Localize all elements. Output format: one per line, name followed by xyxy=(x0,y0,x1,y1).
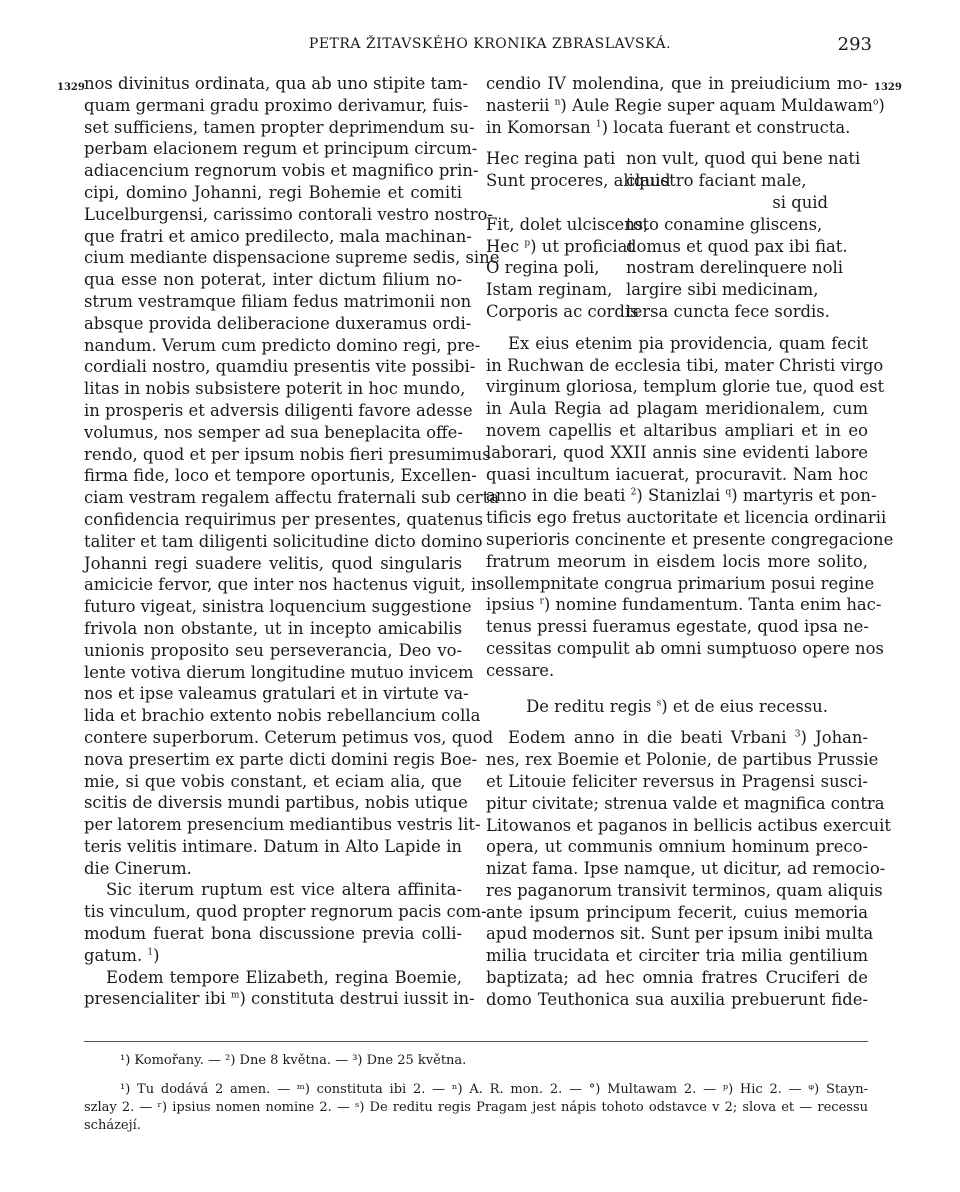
text-fragment: De reditu regis xyxy=(526,696,652,716)
footnote-mark: r xyxy=(539,596,544,607)
footnote-mark: p xyxy=(524,238,531,249)
text-line: in Ruchwan de ecclesia tibi, mater Christi virgo xyxy=(486,355,884,375)
heading-line xyxy=(486,696,868,718)
text-fragment: ) Aule Regie super aquam Muldawam xyxy=(560,95,873,115)
left-paragraph-1 xyxy=(84,73,500,879)
text-fragment: ) martyris et pon- xyxy=(731,486,877,506)
verse-half: largire sibi medicinam, xyxy=(626,280,819,300)
verse-line xyxy=(486,236,868,258)
text-line: cordiali nostro, quamdiu presentis vite possibi- xyxy=(84,357,476,377)
text-fragment: cendio IV molendina, que in preiudicium mo- xyxy=(486,74,868,93)
text-line: Sic iterum ruptum est vice altera affinita- xyxy=(106,880,462,900)
footnote-mark: o xyxy=(872,97,879,108)
text-line: rendo, quod et per ipsum nobis fieri presumimus xyxy=(84,444,491,464)
text-line: et Litouie feliciter reversus in Pragensi susci- xyxy=(486,771,868,791)
text-line: Ex eius etenim pia providencia, quam fecit xyxy=(508,333,868,353)
section-heading xyxy=(486,696,868,718)
text-fragment: ) constituta destrui iussit in- xyxy=(239,989,475,1009)
verse-half: toto conamine gliscens, xyxy=(626,214,823,234)
right-paragraph-church xyxy=(486,333,894,682)
verse-half: domus et quod pax ibi fiat. xyxy=(626,236,848,256)
text-fragment: ) Stanizlai xyxy=(636,486,721,506)
text-line: nova presertim ex parte dicti domini regis Boe- xyxy=(84,749,478,769)
text-line: cium mediante dispensacione supreme sedis, sine xyxy=(84,248,500,268)
text-line xyxy=(486,727,868,749)
text-line: confidencia requirimus per presentes, quatenus xyxy=(84,509,483,529)
text-line: Litowanos et paganos in bellicis actibus exercuit xyxy=(486,815,891,835)
verse-line: si quid xyxy=(772,192,828,212)
text-line: nandum. Verum cum predicto domino regi, pre- xyxy=(84,335,481,355)
verse-half: Hec $^p$) ut proficiat xyxy=(486,236,635,256)
verse-half: claustro faciant male, xyxy=(626,171,807,191)
text-line: perbam elacionem regum et principum circum- xyxy=(84,139,478,159)
text-line: mie, si que vobis constant, et eciam alia, que xyxy=(84,771,462,791)
text-line: tenus pressi fueramus egestate, quod ipsa ne- xyxy=(486,617,869,637)
text-line: superioris concinente et presente congregacione xyxy=(486,529,894,549)
text-line: qua esse non poterat, inter dictum filium no- xyxy=(84,270,462,290)
footnote-mark: 1 xyxy=(147,947,154,958)
text-line: Lucelburgensi, carissimo contorali vestro nostro- xyxy=(84,204,493,224)
text-fragment: ) Johan- xyxy=(800,728,868,748)
text-line xyxy=(84,988,475,1010)
text-line: firma fide, loco et tempore oportunis, Excellen- xyxy=(84,466,477,486)
verse-line xyxy=(486,279,868,301)
verse-line xyxy=(486,148,868,170)
text-line: ciam vestram regalem affectu fraternali sub certa xyxy=(84,488,499,508)
text-line xyxy=(486,594,882,616)
text-fragment: Eodem anno in die beati Vrbani xyxy=(508,728,787,748)
text-line: nes, rex Boemie et Polonie, de partibus Prussie xyxy=(486,750,879,770)
text-fragment: ipsius xyxy=(486,595,535,615)
text-line: opera, ut communis omnium hominum preco- xyxy=(486,837,868,857)
text-fragment: ) et de eius recessu. xyxy=(661,696,828,716)
text-line: domo Teuthonica sua auxilia prebuerunt fide- xyxy=(486,989,868,1009)
verse-half: non vult, quod qui bene nati xyxy=(626,149,861,169)
text-line: tificis ego fretus auctoritate et licencia ordinarii xyxy=(486,508,887,528)
text-line: nos et ipse valeamus gratulari et in virtute va- xyxy=(84,684,469,704)
verse-half: O regina poli, xyxy=(486,258,600,278)
page-header xyxy=(0,36,960,60)
margin-year-left: 1329 xyxy=(57,82,85,93)
text-line: pitur civitate; strenua valde et magnifica contra xyxy=(486,793,885,813)
text-line: amicicie fervor, que inter nos hactenus viguit, in xyxy=(84,575,487,595)
text-line: unionis proposito seu perseverancia, Deo vo- xyxy=(84,640,462,660)
text-line: lente votiva dierum longitudine mutuo invicem xyxy=(84,662,474,682)
text-line xyxy=(486,95,885,117)
footnotes-dates xyxy=(120,1052,904,1070)
text-line: gatum. $^1$) xyxy=(84,945,160,965)
text-fragment: in Komorsan xyxy=(486,117,591,137)
footnote-mark: m xyxy=(230,991,240,1001)
verse-half: Fit, dolet ulciscens, xyxy=(486,214,649,234)
text-line: fratrum meorum in eisdem locis more solito, xyxy=(486,551,868,571)
text-line: sollempnitate congrua primarium posui regine xyxy=(486,573,875,593)
text-line: laborari, quod XXII annis sine evidenti labore xyxy=(486,442,868,462)
text-line: quam germani gradu proximo derivamur, fuis- xyxy=(84,95,469,115)
text-line xyxy=(486,117,868,139)
text-line: futuro vigeat, sinistra loquencium suggestione xyxy=(84,597,472,617)
footnote-mark: 1 xyxy=(595,119,602,130)
right-paragraph-return xyxy=(486,727,891,1010)
right-intro-paragraph xyxy=(486,73,885,138)
verse-half: Sunt proceres, aliquid xyxy=(486,171,671,191)
footnote-mark: s xyxy=(656,698,662,709)
text-line: absque provida deliberacione duxeramus ordi- xyxy=(84,313,472,333)
text-line: cessare. xyxy=(486,660,555,680)
footnote-line: szlay 2. — ʳ) ipsius nomen nomine 2. — ˢ) De reditu regis Pragam jest nápis tohoto odstavce v 2; slova et — recessu xyxy=(84,1100,868,1115)
text-line: scitis de diversis mundi partibus, nobis utique xyxy=(84,793,468,813)
verse-half: tersa cuncta fece sordis. xyxy=(626,301,830,321)
footnote-mark: q xyxy=(725,487,732,498)
verse-line xyxy=(486,214,868,236)
footnote-mark: 2 xyxy=(630,487,637,498)
text-line: modum fuerat bona discussione previa colli- xyxy=(84,924,462,944)
margin-year-right: 1329 xyxy=(874,82,902,93)
text-fragment: nasterii xyxy=(486,95,550,115)
footnote-line: scházejí. xyxy=(84,1118,141,1133)
text-line: que fratri et amico predilecto, mala machinan- xyxy=(84,226,472,246)
text-line: lida et brachio extento nobis rebellancium colla xyxy=(84,706,481,726)
text-fragment: ) nomine fundamentum. Tanta enim hac- xyxy=(543,595,882,615)
text-line: milia trucidata et circiter tria milia gentilium xyxy=(486,946,868,966)
page-number: 293 xyxy=(837,34,872,55)
text-fragment: ) ut proficiat xyxy=(530,236,635,256)
text-line xyxy=(486,485,877,507)
text-line: contere superborum. Ceterum petimus vos, quod xyxy=(84,727,494,747)
text-line: frivola non obstante, ut in incepto amicabilis xyxy=(84,618,462,638)
footnote-line: ¹) Komořany. — ²) Dne 8 května. — ³) Dne 25 května. xyxy=(120,1053,467,1068)
text-line: virginum gloriosa, templum glorie tue, quod est xyxy=(486,377,885,397)
footnotes-variants xyxy=(84,1081,868,1135)
text-fragment: ) locata fuerant et constructa. xyxy=(601,117,851,137)
text-line: in prosperis et adversis diligenti favore adesse xyxy=(84,400,473,420)
text-line: nizat fama. Ipse namque, ut dicitur, ad remocio- xyxy=(486,859,886,879)
text-line: die Cinerum. xyxy=(84,858,192,878)
text-line: cipi, domino Johanni, regi Bohemie et comiti xyxy=(84,182,462,202)
text-line: novem capellis et altaribus ampliari et in eo xyxy=(486,420,868,440)
text-line: in Aula Regia ad plagam meridionalem, cum xyxy=(486,399,868,419)
text-line: teris velitis intimare. Datum in Alto Lapide in xyxy=(84,836,462,856)
text-line: tis vinculum, quod propter regnorum pacis com- xyxy=(84,902,487,922)
footnote-mark: 3 xyxy=(794,729,801,740)
text-line: cessitas compulit ab omni sumptuoso opere nos xyxy=(486,638,884,658)
text-line: litas in nobis subsistere poterit in hoc mundo, xyxy=(84,379,466,399)
text-fragment: anno in die beati xyxy=(486,486,626,506)
text-line: res paganorum transivit terminos, quam aliquis xyxy=(486,880,883,900)
text-line: volumus, nos semper ad sua beneplacita offe- xyxy=(84,422,463,442)
text-line: nos divinitus ordinata, qua ab uno stipite tam- xyxy=(84,74,468,93)
text-line: Johanni regi suadere velitis, quod singularis xyxy=(84,553,462,573)
footnote-line: ¹) Tu dodává 2 amen. — ᵐ) constituta ibi 2. — ⁿ) A. R. mon. 2. — °) Multawam 2. — ᵖ) Hic 2. — ᵠ) Stayn- xyxy=(120,1082,868,1097)
verse-half: Istam reginam, xyxy=(486,280,613,300)
verse-half: nostram derelinquere noli xyxy=(626,258,843,278)
text-line: set sufficiens, tamen propter deprimendum su- xyxy=(84,117,475,137)
text-line: baptizata; ad hec omnia fratres Cruciferi de xyxy=(486,968,868,988)
left-paragraph-3 xyxy=(84,967,475,1011)
running-title: PETRA ŽITAVSKÉHO KRONIKA ZBRASLAVSKÁ. xyxy=(308,36,672,52)
text-fragment: ) xyxy=(878,95,885,115)
footnote-divider xyxy=(84,1041,868,1042)
text-line xyxy=(486,73,868,95)
text-line: per latorem presencium mediantibus vestris lit- xyxy=(84,815,481,835)
left-column xyxy=(84,73,500,1010)
text-line: taliter et tam diligenti solicitudine dicto domino xyxy=(84,531,483,551)
text-line: ante ipsum principum fecerit, cuius memoria xyxy=(486,902,868,922)
footnote-mark: n xyxy=(554,97,561,108)
verse-line xyxy=(486,301,868,323)
verse-block xyxy=(486,148,868,322)
text-line: apud modernos sit. Sunt per ipsum inibi multa xyxy=(486,924,874,944)
verse-line xyxy=(486,257,868,279)
text-line: quasi incultum iacuerat, procuravit. Nam hoc xyxy=(486,464,868,484)
verse-half: Hec regina pati xyxy=(486,149,616,169)
text-line: Eodem tempore Elizabeth, regina Boemie, xyxy=(106,967,462,987)
verse-line xyxy=(486,170,868,192)
text-line: adiacencium regnorum vobis et magnifico prin- xyxy=(84,161,479,181)
text-line: strum vestramque filiam fedus matrimonii non xyxy=(84,291,472,311)
text-fragment: presencialiter ibi xyxy=(84,989,226,1009)
left-paragraph-2 xyxy=(84,879,487,966)
verse-half: Corporis ac cordis xyxy=(486,301,639,321)
